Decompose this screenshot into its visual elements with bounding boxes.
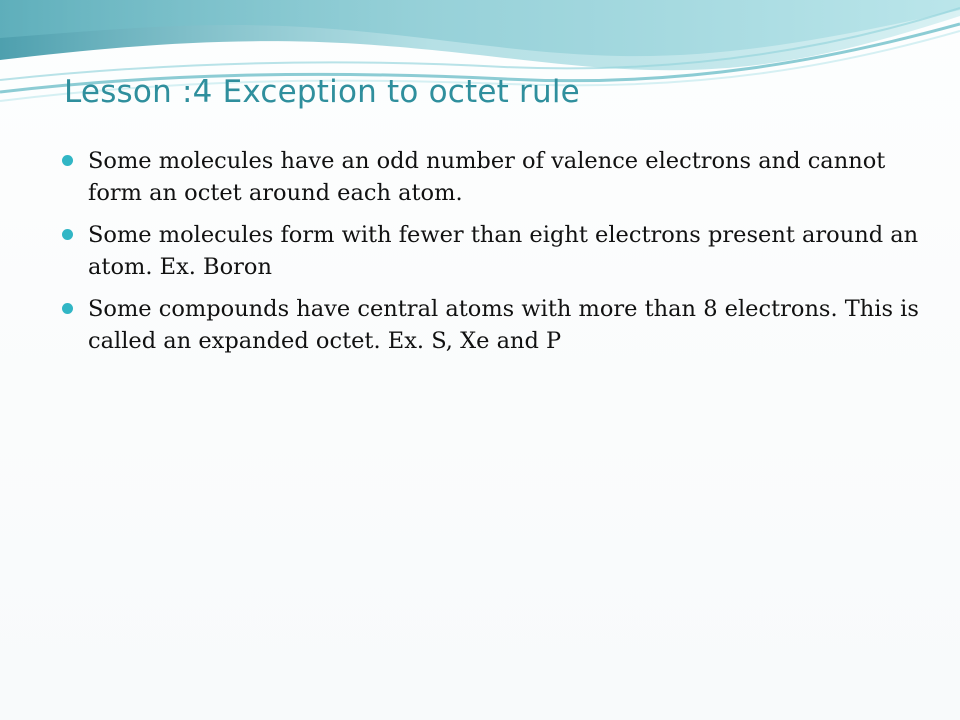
- bullet-icon: [62, 155, 73, 166]
- bullet-icon: [62, 303, 73, 314]
- bullet-list: [62, 145, 922, 367]
- bullet-text: Some compounds have central atoms with more than 8 electrons. This is called an expanded octet. Ex. S, Xe and P: [88, 296, 919, 354]
- list-item: [62, 219, 922, 283]
- bullet-icon: [62, 229, 73, 240]
- slide-title: Lesson :4 Exception to octet rule: [64, 74, 580, 110]
- list-item: [62, 293, 922, 357]
- list-item: [62, 145, 922, 209]
- bullet-text: Some molecules have an odd number of valence electrons and cannot form an octet around each atom.: [88, 148, 886, 206]
- bullet-text: Some molecules form with fewer than eight electrons present around an atom. Ex. Boron: [88, 222, 919, 280]
